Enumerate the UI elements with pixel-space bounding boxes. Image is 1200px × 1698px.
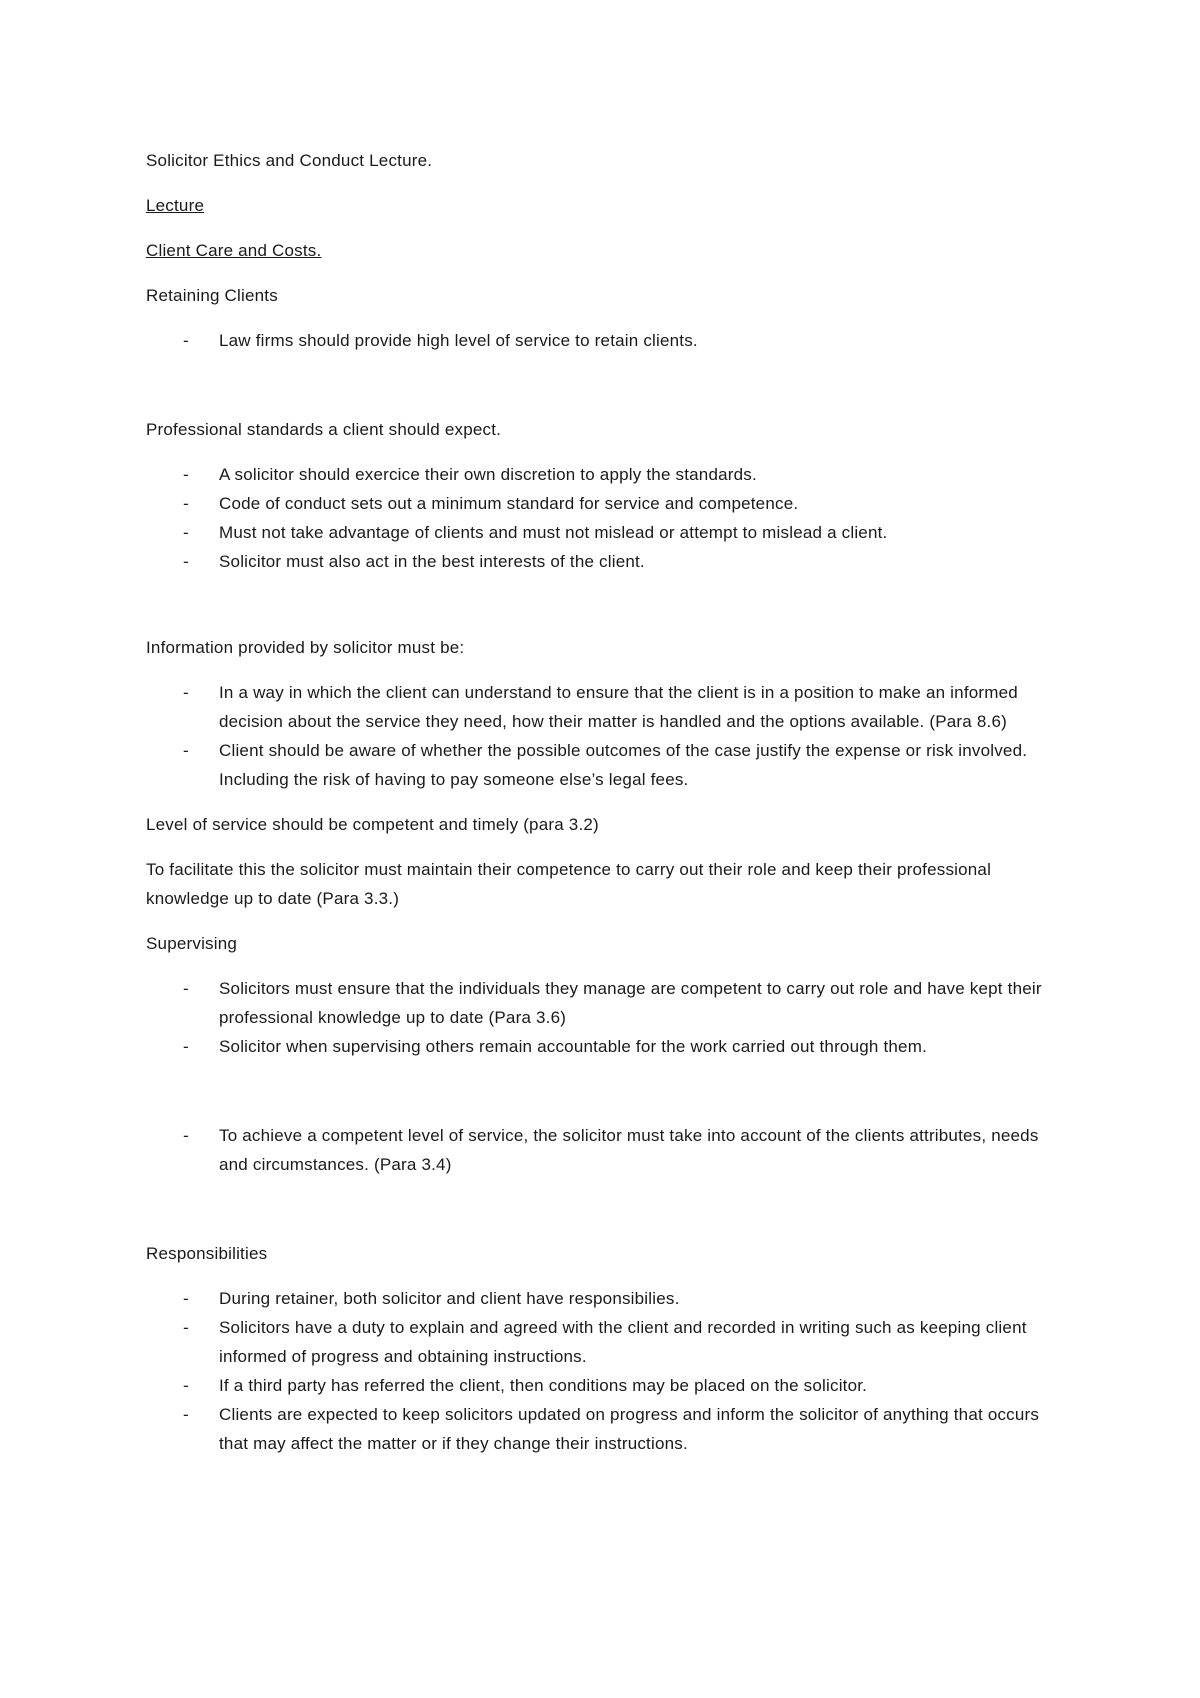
list-item: - If a third party has referred the client, then conditions may be placed on the solicitor. (146, 1371, 1066, 1400)
retaining-clients-list (146, 326, 1066, 355)
list-item: - Clients are expected to keep solicitors updated on progress and inform the solicitor of anything that occurs that may affect the matter or if they change their instructions. (146, 1400, 1066, 1458)
list-item: - Solicitors must ensure that the individuals they manage are competent to carry out role and have kept their professional knowledge up to date (Para 3.6) (146, 974, 1066, 1032)
responsibilities-heading: Responsibilities (146, 1244, 268, 1263)
list-item: - Solicitor must also act in the best interests of the client. (146, 547, 1066, 576)
responsibilities-list (146, 1284, 1066, 1458)
level-of-service-paragraph: Level of service should be competent and timely (para 3.2) (146, 815, 599, 834)
facilitate-paragraph: To facilitate this the solicitor must maintain their competence to carry out their role and keep their professional knowledge up to date (Para 3.3.) (146, 860, 992, 908)
list-item: - Solicitors have a duty to explain and agreed with the client and recorded in writing such as keeping client informed of progress and obtaining instructions. (146, 1313, 1066, 1371)
information-list (146, 678, 1066, 794)
topic-subheading: Client Care and Costs. (146, 241, 322, 260)
supervising-heading: Supervising (146, 934, 238, 953)
supervising-list (146, 974, 1066, 1061)
list-item: - To achieve a competent level of service, the solicitor must take into account of the clients attributes, needs and circumstances. (Para 3.4) (146, 1121, 1066, 1179)
professional-standards-list (146, 460, 1066, 576)
list-item: - Law firms should provide high level of service to retain clients. (146, 326, 1066, 355)
list-item: - In a way in which the client can understand to ensure that the client is in a position to make an informed decision about the service they need, how their matter is handled and the options available. (Para 8.6) (146, 678, 1066, 736)
retaining-clients-heading: Retaining Clients (146, 286, 278, 305)
professional-standards-heading: Professional standards a client should expect. (146, 420, 502, 439)
lecture-subheading: Lecture (146, 196, 205, 215)
list-item: - Solicitor when supervising others remain accountable for the work carried out through them. (146, 1032, 1066, 1061)
list-item: - Code of conduct sets out a minimum standard for service and competence. (146, 489, 1066, 518)
information-heading: Information provided by solicitor must be: (146, 638, 465, 657)
list-item: - Must not take advantage of clients and must not mislead or attempt to mislead a client. (146, 518, 1066, 547)
document-title: Solicitor Ethics and Conduct Lecture. (146, 151, 433, 170)
document-body (146, 146, 1066, 1458)
list-item: - A solicitor should exercice their own discretion to apply the standards. (146, 460, 1066, 489)
supervising-extra-list (146, 1121, 1066, 1179)
list-item: - Client should be aware of whether the possible outcomes of the case justify the expense or risk involved. Including the risk of having to pay someone else’s legal fees. (146, 736, 1066, 794)
list-item: - During retainer, both solicitor and client have responsibilies. (146, 1284, 1066, 1313)
